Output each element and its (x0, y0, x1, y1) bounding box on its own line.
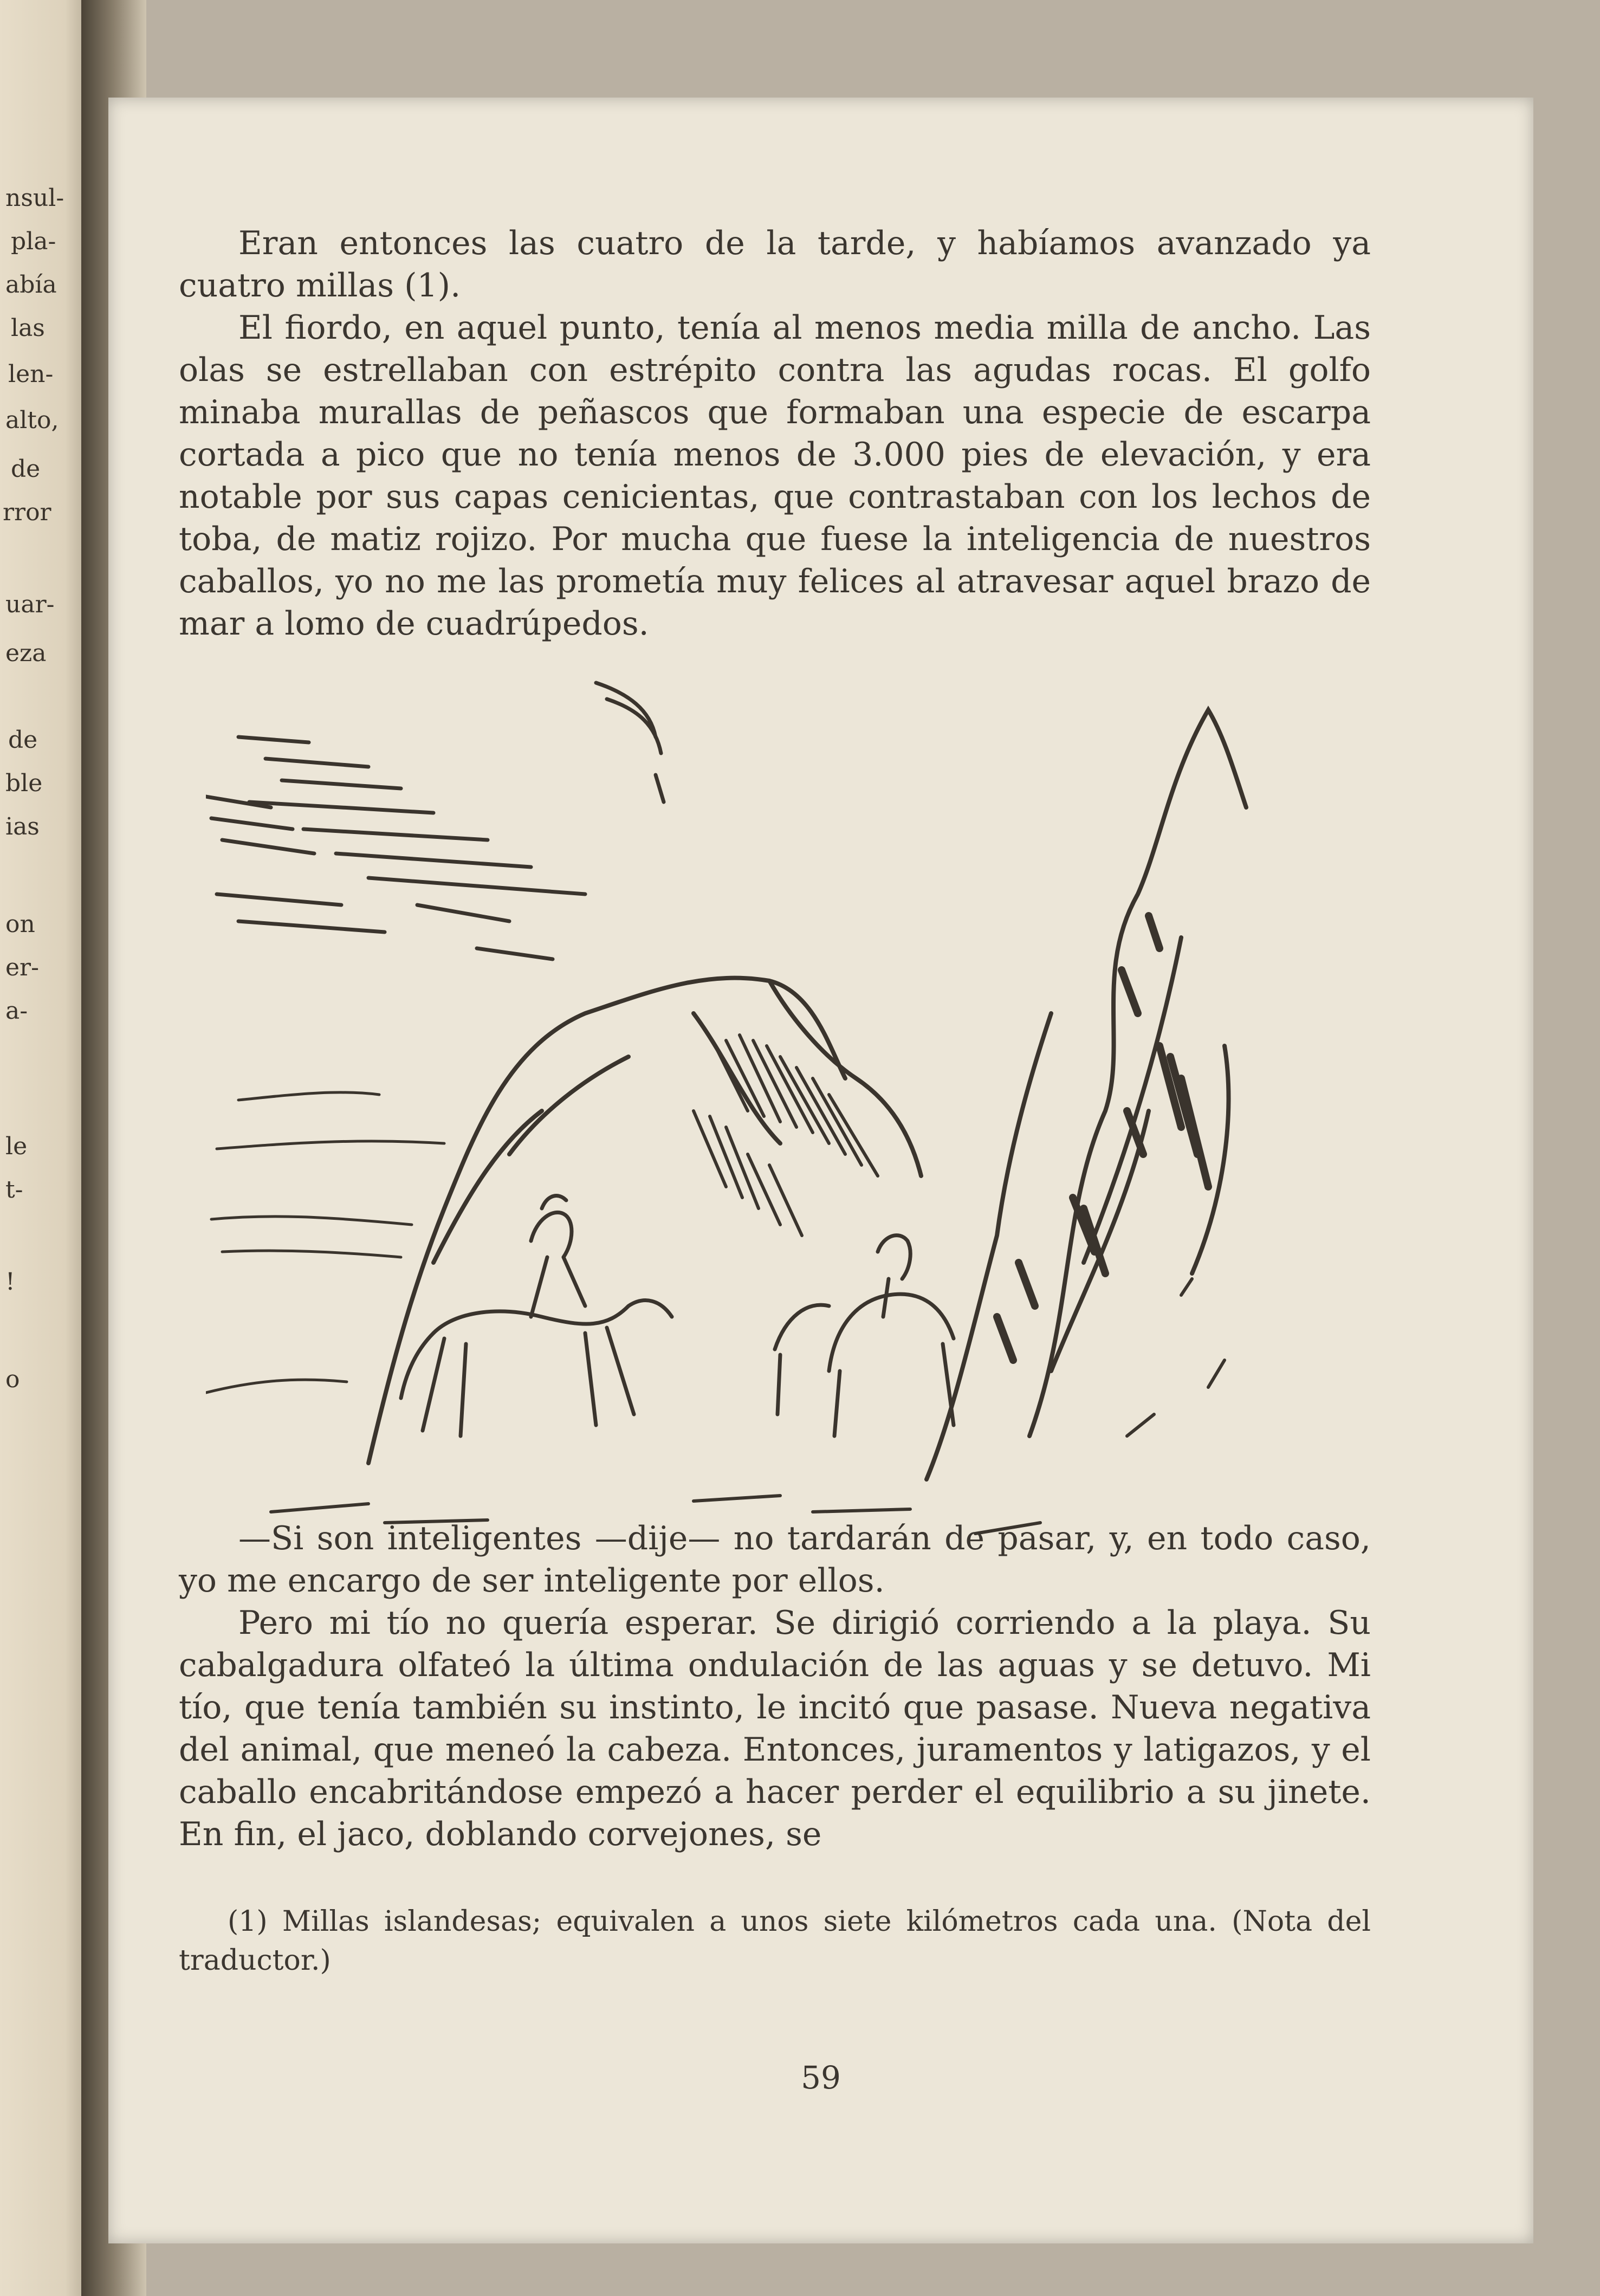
left-fragment: eza (5, 639, 47, 667)
paragraph: Pero mi tío no quería esperar. Se dirigió corriendo a la playa. Su cabalgadura olfateó la última ondulación de las aguas y se detuvo. Mi tío, que tenía también su instinto, le incitó que pasase. Nueva negativa del animal, que meneó la cabeza. Entonces, juramentos y latigazos, y el caballo encabritándose empezó a hacer perder el equilibrio a su jinete. En fin, el jaco, doblando corvejones, se (179, 1604, 1371, 1853)
text-block-top (179, 222, 1371, 645)
left-fragment: le (5, 1133, 28, 1160)
footnote-text: (1) Millas islandesas; equivalen a unos siete kilómetros cada una. (Nota del traductor.) (179, 1905, 1371, 1977)
ground-lines (271, 1279, 1225, 1534)
left-fragment: on (5, 910, 35, 938)
text-block-bottom (179, 1517, 1371, 1855)
paragraph: El fiordo, en aquel punto, tenía al menos media milla de ancho. Las olas se estrellaban con estrépito contra las agudas rocas. El golfo minaba murallas de peñascos que formaban una especie de escarpa cortada a pico que no tenía menos de 3.000 pies de elevación, y era notable por sus capas cenicientas, que contrastaban con los lechos de toba, de matiz rojizo. Por mucha que fuese la inteligencia de nuestros caballos, yo no me las prometía muy felices al atravesar aquel brazo de mar a lomo de cuadrúpedos. (179, 309, 1371, 643)
sea-lines (206, 1092, 444, 1393)
left-fragment: alto, (5, 406, 59, 434)
center-hatching (694, 1035, 878, 1236)
left-fragment: de (11, 455, 41, 483)
left-fragment: las (11, 314, 45, 342)
left-fragment: a- (5, 997, 28, 1025)
right-cliff (927, 710, 1246, 1479)
left-fragment: t- (5, 1176, 23, 1204)
footnote (179, 1902, 1371, 1980)
left-fragment: uar- (5, 591, 55, 618)
cliff-shading (997, 916, 1208, 1360)
left-fragment: abía (5, 271, 57, 299)
left-fragment: de (8, 726, 38, 754)
horse-rider-right (775, 1236, 954, 1436)
left-fragment: o (5, 1366, 20, 1393)
left-fragment: er- (5, 954, 39, 981)
paragraph: Eran entonces las cuatro de la tarde, y habíamos avanzado ya cuatro millas (1). (179, 224, 1371, 305)
left-fragment: ! (5, 1268, 15, 1296)
paragraph: —Si son inteligentes —dije— no tardarán de pasar, y, en todo caso, yo me encargo de ser inteligente por ellos. (179, 1519, 1371, 1600)
page-number: 59 (801, 2059, 841, 2096)
left-fragment: rror (3, 499, 51, 526)
book-page (108, 98, 1533, 2243)
left-fragment: ble (5, 769, 43, 797)
left-fragment: len- (8, 360, 54, 388)
illustration-fjord-riders (206, 667, 1322, 1588)
left-fragment: ias (5, 813, 40, 840)
left-fragment: pla- (11, 228, 56, 255)
horse-rider-left (401, 1196, 672, 1436)
left-fragment: nsul- (5, 184, 64, 212)
sky-hatching (206, 683, 664, 959)
